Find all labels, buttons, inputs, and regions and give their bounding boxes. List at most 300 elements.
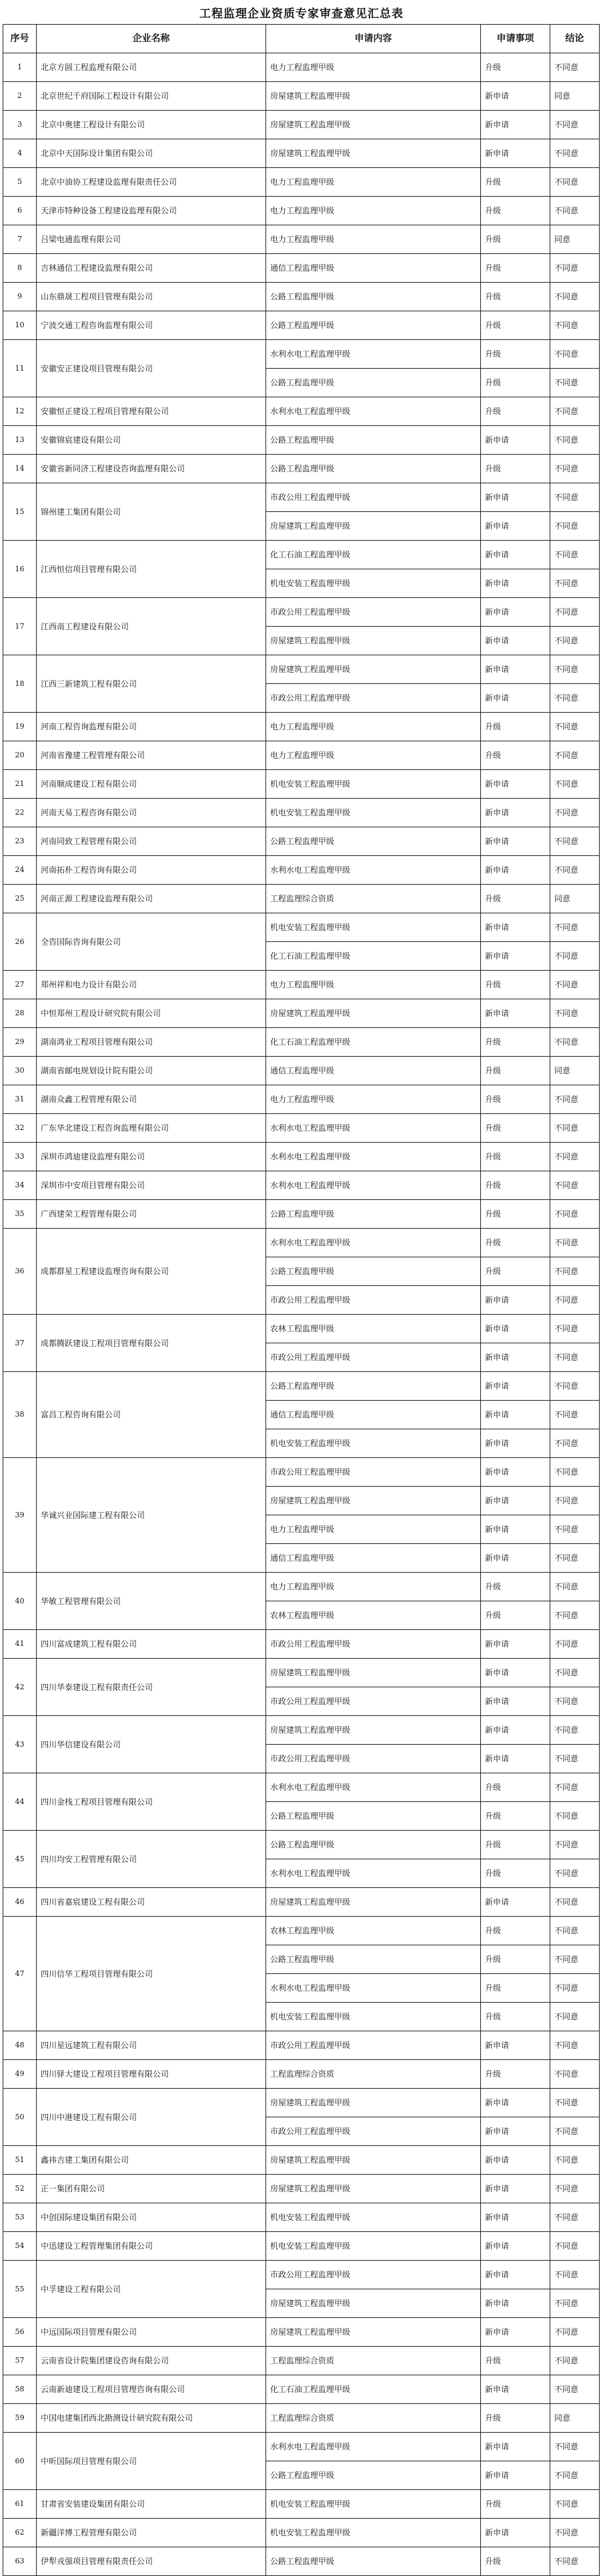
review-result: 同意 (550, 1057, 600, 1085)
review-result: 不同意 (550, 1286, 600, 1315)
company-name: 富昌工程咨询有限公司 (37, 1372, 266, 1458)
table-row (3, 1143, 600, 1171)
review-result: 不同意 (550, 1773, 600, 1802)
application-content: 市政公用工程监理甲级 (266, 2031, 481, 2060)
review-result: 不同意 (550, 283, 600, 311)
application-type: 新申请 (481, 1659, 550, 1687)
table-row (3, 2146, 600, 2175)
application-type: 升级 (481, 1802, 550, 1831)
application-content: 房屋建筑工程监理甲级 (266, 2146, 481, 2175)
review-result: 不同意 (550, 2003, 600, 2031)
application-type: 升级 (481, 1831, 550, 1859)
table-row (3, 311, 600, 340)
application-content: 水利水电工程监理甲级 (266, 397, 481, 426)
table-row (3, 254, 600, 283)
review-result: 不同意 (550, 397, 600, 426)
review-result: 不同意 (550, 627, 600, 655)
row-number: 20 (3, 741, 37, 770)
application-content: 水利水电工程监理甲级 (266, 1114, 481, 1143)
company-name: 吕梁电通监理有限公司 (37, 225, 266, 254)
application-content: 通信工程监理甲级 (266, 1544, 481, 1573)
review-result: 不同意 (550, 2289, 600, 2318)
application-type: 新申请 (481, 2232, 550, 2261)
application-content: 工程监理综合资质 (266, 2060, 481, 2089)
review-result: 不同意 (550, 455, 600, 483)
table-row (3, 655, 600, 684)
table-row (3, 426, 600, 455)
review-result: 不同意 (550, 197, 600, 225)
row-number: 28 (3, 999, 37, 1028)
company-name: 锦州建工集团有限公司 (37, 483, 266, 541)
review-result: 不同意 (550, 2490, 600, 2519)
company-name: 中国电建集团西北勘测设计研究院有限公司 (37, 2404, 266, 2433)
company-name: 江西三新建筑工程有限公司 (37, 655, 266, 713)
company-name: 河南工程咨询监理有限公司 (37, 713, 266, 741)
application-content: 房屋建筑工程监理甲级 (266, 2289, 481, 2318)
application-content: 机电安装工程监理甲级 (266, 799, 481, 827)
table-row (3, 2404, 600, 2433)
review-result: 不同意 (550, 1687, 600, 1716)
application-content: 工程监理综合资质 (266, 2404, 481, 2433)
application-content: 公路工程监理甲级 (266, 1802, 481, 1831)
application-content: 市政公用工程监理甲级 (266, 1343, 481, 1372)
table-row (3, 2261, 600, 2289)
application-content: 市政公用工程监理甲级 (266, 598, 481, 627)
application-content: 公路工程监理甲级 (266, 455, 481, 483)
table-row (3, 2232, 600, 2261)
row-number: 16 (3, 541, 37, 598)
row-number: 42 (3, 1659, 37, 1716)
row-number: 5 (3, 168, 37, 197)
table-row (3, 1716, 600, 1745)
application-type: 新申请 (481, 999, 550, 1028)
company-name: 安徽安正建设项目管理有限公司 (37, 340, 266, 397)
row-number: 22 (3, 799, 37, 827)
table-row (3, 1372, 600, 1401)
application-type: 升级 (481, 885, 550, 913)
table-row (3, 598, 600, 627)
application-type: 新申请 (481, 2519, 550, 2547)
application-type: 升级 (481, 741, 550, 770)
company-name: 中孚建设工程有限公司 (37, 2261, 266, 2318)
table-row (3, 2203, 600, 2232)
review-result: 不同意 (550, 1630, 600, 1659)
application-content: 市政公用工程监理甲级 (266, 1687, 481, 1716)
application-type: 新申请 (481, 139, 550, 168)
application-content: 电力工程监理甲级 (266, 1573, 481, 1601)
review-result: 不同意 (550, 1171, 600, 1200)
application-type: 新申请 (481, 569, 550, 598)
company-name: 甘肃省安装建设集团有限公司 (37, 2490, 266, 2519)
application-type: 新申请 (481, 627, 550, 655)
review-result: 不同意 (550, 53, 600, 82)
review-result: 不同意 (550, 1544, 600, 1573)
application-type: 升级 (481, 971, 550, 999)
application-content: 电力工程监理甲级 (266, 1085, 481, 1114)
review-result: 不同意 (550, 1429, 600, 1458)
application-content: 公路工程监理甲级 (266, 369, 481, 397)
application-type: 升级 (481, 1229, 550, 1257)
review-result: 不同意 (550, 1888, 600, 1917)
application-type: 新申请 (481, 541, 550, 569)
application-type: 新申请 (481, 1487, 550, 1515)
application-content: 电力工程监理甲级 (266, 971, 481, 999)
review-result: 不同意 (550, 1315, 600, 1343)
row-number: 37 (3, 1315, 37, 1372)
application-content: 水利水电工程监理甲级 (266, 1773, 481, 1802)
application-type: 升级 (481, 1773, 550, 1802)
application-content: 房屋建筑工程监理甲级 (266, 512, 481, 541)
company-name: 湖南鸿业工程项目管理有限公司 (37, 1028, 266, 1057)
company-name: 天津市特种设备工程建设监理有限公司 (37, 197, 266, 225)
row-number: 58 (3, 2375, 37, 2404)
application-type: 升级 (481, 283, 550, 311)
company-name: 山东鼎晟工程项目管理有限公司 (37, 283, 266, 311)
review-result: 不同意 (550, 426, 600, 455)
header-company: 企业名称 (37, 25, 266, 53)
table-row (3, 913, 600, 942)
company-name: 湖南省邮电规划设计院有限公司 (37, 1057, 266, 1085)
application-type: 新申请 (481, 598, 550, 627)
row-number: 35 (3, 1200, 37, 1229)
application-type: 升级 (481, 1974, 550, 2003)
application-type: 升级 (481, 53, 550, 82)
review-result: 不同意 (550, 913, 600, 942)
page-title: 工程监理企业资质专家审查意见汇总表 (199, 7, 404, 21)
table-row (3, 340, 600, 369)
application-type: 升级 (481, 340, 550, 369)
application-type: 新申请 (481, 2175, 550, 2203)
application-type: 新申请 (481, 1343, 550, 1372)
table-row (3, 197, 600, 225)
table-row (3, 168, 600, 197)
application-content: 工程监理综合资质 (266, 885, 481, 913)
row-number: 23 (3, 827, 37, 856)
table-body (3, 53, 600, 2576)
application-type: 新申请 (481, 2031, 550, 2060)
application-content: 农林工程监理甲级 (266, 1917, 481, 1945)
application-type: 新申请 (481, 942, 550, 971)
application-content: 市政公用工程监理甲级 (266, 1458, 481, 1487)
application-type: 升级 (481, 1257, 550, 1286)
row-number: 49 (3, 2060, 37, 2089)
application-type: 新申请 (481, 856, 550, 885)
table-row (3, 455, 600, 483)
application-content: 房屋建筑工程监理甲级 (266, 655, 481, 684)
row-number: 25 (3, 885, 37, 913)
application-type: 新申请 (481, 799, 550, 827)
table-row (3, 2490, 600, 2519)
company-name: 北京中奥建工程设计有限公司 (37, 111, 266, 139)
review-result: 不同意 (550, 2318, 600, 2347)
application-type: 升级 (481, 455, 550, 483)
company-name: 华敏工程管理有限公司 (37, 1573, 266, 1630)
table-row (3, 225, 600, 254)
row-number: 8 (3, 254, 37, 283)
application-type: 升级 (481, 1573, 550, 1601)
review-result: 不同意 (550, 168, 600, 197)
review-result: 不同意 (550, 971, 600, 999)
row-number: 6 (3, 197, 37, 225)
application-content: 水利水电工程监理甲级 (266, 2433, 481, 2461)
application-type: 升级 (481, 1114, 550, 1143)
table-row (3, 741, 600, 770)
company-name: 河南同致工程管理有限公司 (37, 827, 266, 856)
application-type: 升级 (481, 369, 550, 397)
table-row (3, 283, 600, 311)
row-number: 19 (3, 713, 37, 741)
application-content: 机电安装工程监理甲级 (266, 2203, 481, 2232)
table-row (3, 713, 600, 741)
table-row (3, 2519, 600, 2547)
row-number: 54 (3, 2232, 37, 2261)
application-content: 房屋建筑工程监理甲级 (266, 627, 481, 655)
company-name: 宁波交通工程咨询监理有限公司 (37, 311, 266, 340)
row-number: 63 (3, 2547, 37, 2576)
company-name: 全咨国际咨询有限公司 (37, 913, 266, 971)
application-content: 房屋建筑工程监理甲级 (266, 2089, 481, 2117)
company-name: 中恒郑州工程设计研究院有限公司 (37, 999, 266, 1028)
company-name: 广西建荣工程管理有限公司 (37, 1200, 266, 1229)
application-type: 升级 (481, 1057, 550, 1085)
application-type: 升级 (481, 1200, 550, 1229)
application-type: 新申请 (481, 1716, 550, 1745)
review-table (3, 24, 600, 2576)
company-name: 云南省设计院集团建设咨询有限公司 (37, 2347, 266, 2375)
review-result: 不同意 (550, 1802, 600, 1831)
application-content: 电力工程监理甲级 (266, 713, 481, 741)
review-result: 不同意 (550, 2089, 600, 2117)
application-content: 电力工程监理甲级 (266, 168, 481, 197)
row-number: 3 (3, 111, 37, 139)
application-content: 机电安装工程监理甲级 (266, 569, 481, 598)
review-result: 不同意 (550, 770, 600, 799)
row-number: 17 (3, 598, 37, 655)
application-content: 电力工程监理甲级 (266, 741, 481, 770)
review-result: 不同意 (550, 2261, 600, 2289)
review-result: 不同意 (550, 1343, 600, 1372)
application-type: 升级 (481, 1085, 550, 1114)
table-row (3, 2375, 600, 2404)
company-name: 北京方圆工程监理有限公司 (37, 53, 266, 82)
company-name: 吉林通信工程建设监理有限公司 (37, 254, 266, 283)
company-name: 四川华泰建设工程有限责任公司 (37, 1659, 266, 1716)
row-number: 12 (3, 397, 37, 426)
row-number: 36 (3, 1229, 37, 1315)
company-name: 四川驿大建设工程项目管理有限公司 (37, 2060, 266, 2089)
application-content: 公路工程监理甲级 (266, 827, 481, 856)
review-result: 不同意 (550, 1917, 600, 1945)
review-result: 不同意 (550, 1659, 600, 1687)
application-content: 机电安装工程监理甲级 (266, 2003, 481, 2031)
review-result: 不同意 (550, 999, 600, 1028)
table-row (3, 799, 600, 827)
review-result: 不同意 (550, 598, 600, 627)
review-result: 不同意 (550, 2146, 600, 2175)
review-result: 不同意 (550, 1114, 600, 1143)
application-content: 农林工程监理甲级 (266, 1315, 481, 1343)
application-content: 公路工程监理甲级 (266, 426, 481, 455)
company-name: 安徽恒正建设工程项目管理有限公司 (37, 397, 266, 426)
table-row (3, 53, 600, 82)
application-content: 机电安装工程监理甲级 (266, 913, 481, 942)
application-content: 房屋建筑工程监理甲级 (266, 82, 481, 111)
row-number: 51 (3, 2146, 37, 2175)
review-result: 不同意 (550, 2203, 600, 2232)
row-number: 48 (3, 2031, 37, 2060)
application-content: 公路工程监理甲级 (266, 1831, 481, 1859)
review-result: 不同意 (550, 2347, 600, 2375)
row-number: 47 (3, 1917, 37, 2031)
company-name: 河南正源工程建设监理有限公司 (37, 885, 266, 913)
row-number: 40 (3, 1573, 37, 1630)
review-result: 不同意 (550, 1601, 600, 1630)
row-number: 60 (3, 2433, 37, 2490)
application-content: 房屋建筑工程监理甲级 (266, 2318, 481, 2347)
row-number: 9 (3, 283, 37, 311)
application-content: 电力工程监理甲级 (266, 1515, 481, 1544)
application-content: 电力工程监理甲级 (266, 53, 481, 82)
review-result: 不同意 (550, 1974, 600, 2003)
review-result: 不同意 (550, 2547, 600, 2576)
application-content: 水利水电工程监理甲级 (266, 1171, 481, 1200)
application-type: 升级 (481, 225, 550, 254)
application-type: 新申请 (481, 684, 550, 713)
table-row (3, 971, 600, 999)
application-content: 水利水电工程监理甲级 (266, 1974, 481, 2003)
application-type: 升级 (481, 1945, 550, 1974)
row-number: 15 (3, 483, 37, 541)
table-row (3, 1200, 600, 1229)
review-result: 同意 (550, 225, 600, 254)
company-name: 四川均安工程管理有限公司 (37, 1831, 266, 1888)
row-number: 21 (3, 770, 37, 799)
application-type: 新申请 (481, 770, 550, 799)
company-name: 四川中港建设工程有限公司 (37, 2089, 266, 2146)
company-name: 河南省豫建工程管理有限公司 (37, 741, 266, 770)
application-type: 新申请 (481, 2203, 550, 2232)
application-content: 房屋建筑工程监理甲级 (266, 1487, 481, 1515)
application-content: 水利水电工程监理甲级 (266, 340, 481, 369)
application-type: 升级 (481, 1859, 550, 1888)
application-content: 市政公用工程监理甲级 (266, 684, 481, 713)
table-row (3, 2547, 600, 2576)
application-content: 水利水电工程监理甲级 (266, 856, 481, 885)
application-type: 新申请 (481, 1630, 550, 1659)
row-number: 52 (3, 2175, 37, 2203)
row-number: 7 (3, 225, 37, 254)
application-content: 公路工程监理甲级 (266, 2461, 481, 2490)
company-name: 四川省嘉宸建设工程有限公司 (37, 1888, 266, 1917)
row-number: 14 (3, 455, 37, 483)
review-result: 不同意 (550, 684, 600, 713)
application-type: 新申请 (481, 2117, 550, 2146)
review-result: 不同意 (550, 799, 600, 827)
table-header-row (3, 25, 600, 53)
application-content: 市政公用工程监理甲级 (266, 2261, 481, 2289)
application-type: 升级 (481, 2547, 550, 2576)
application-type: 新申请 (481, 1372, 550, 1401)
company-name: 中远国际项目管理有限公司 (37, 2318, 266, 2347)
application-content: 市政公用工程监理甲级 (266, 1745, 481, 1773)
application-type: 新申请 (481, 426, 550, 455)
review-result: 不同意 (550, 1487, 600, 1515)
review-result: 不同意 (550, 139, 600, 168)
company-name: 成都群星工程建设监理咨询有限公司 (37, 1229, 266, 1315)
application-content: 电力工程监理甲级 (266, 225, 481, 254)
company-name: 正一集团有限公司 (37, 2175, 266, 2203)
review-result: 不同意 (550, 254, 600, 283)
row-number: 56 (3, 2318, 37, 2347)
table-row (3, 1888, 600, 1917)
application-content: 房屋建筑工程监理甲级 (266, 1659, 481, 1687)
application-content: 公路工程监理甲级 (266, 283, 481, 311)
review-result: 不同意 (550, 713, 600, 741)
application-type: 升级 (481, 311, 550, 340)
application-content: 机电安装工程监理甲级 (266, 2232, 481, 2261)
review-result: 不同意 (550, 1716, 600, 1745)
review-result: 不同意 (550, 1372, 600, 1401)
application-content: 房屋建筑工程监理甲级 (266, 1888, 481, 1917)
row-number: 26 (3, 913, 37, 971)
row-number: 27 (3, 971, 37, 999)
row-number: 29 (3, 1028, 37, 1057)
row-number: 31 (3, 1085, 37, 1114)
review-result: 不同意 (550, 2461, 600, 2490)
table-row (3, 1917, 600, 1945)
table-row (3, 1458, 600, 1487)
application-type: 升级 (481, 2347, 550, 2375)
application-content: 机电安装工程监理甲级 (266, 2519, 481, 2547)
application-content: 水利水电工程监理甲级 (266, 1229, 481, 1257)
company-name: 江西恒信项目管理有限公司 (37, 541, 266, 598)
company-name: 北京中油协工程建设监理有限责任公司 (37, 168, 266, 197)
review-result: 不同意 (550, 1028, 600, 1057)
review-result: 不同意 (550, 369, 600, 397)
review-result: 不同意 (550, 111, 600, 139)
row-number: 2 (3, 82, 37, 111)
row-number: 30 (3, 1057, 37, 1085)
header-content: 申请内容 (266, 25, 481, 53)
company-name: 湖南众鑫工程管理有限公司 (37, 1085, 266, 1114)
review-result: 不同意 (550, 827, 600, 856)
application-type: 升级 (481, 397, 550, 426)
row-number: 4 (3, 139, 37, 168)
application-type: 新申请 (481, 2318, 550, 2347)
application-type: 升级 (481, 1917, 550, 1945)
application-type: 新申请 (481, 512, 550, 541)
application-type: 新申请 (481, 827, 550, 856)
row-number: 13 (3, 426, 37, 455)
application-type: 升级 (481, 168, 550, 197)
table-row (3, 1659, 600, 1687)
review-result: 不同意 (550, 311, 600, 340)
header-type: 申请事项 (481, 25, 550, 53)
row-number: 10 (3, 311, 37, 340)
row-number: 34 (3, 1171, 37, 1200)
application-content: 机电安装工程监理甲级 (266, 2490, 481, 2519)
row-number: 50 (3, 2089, 37, 2146)
application-type: 升级 (481, 2003, 550, 2031)
review-result: 不同意 (550, 2519, 600, 2547)
company-name: 深圳市中安项目管理有限公司 (37, 1171, 266, 1200)
application-type: 新申请 (481, 483, 550, 512)
review-result: 不同意 (550, 1831, 600, 1859)
company-name: 北京中天国际设计集团有限公司 (37, 139, 266, 168)
application-content: 房屋建筑工程监理甲级 (266, 2175, 481, 2203)
table-row (3, 1229, 600, 1257)
table-row (3, 2347, 600, 2375)
